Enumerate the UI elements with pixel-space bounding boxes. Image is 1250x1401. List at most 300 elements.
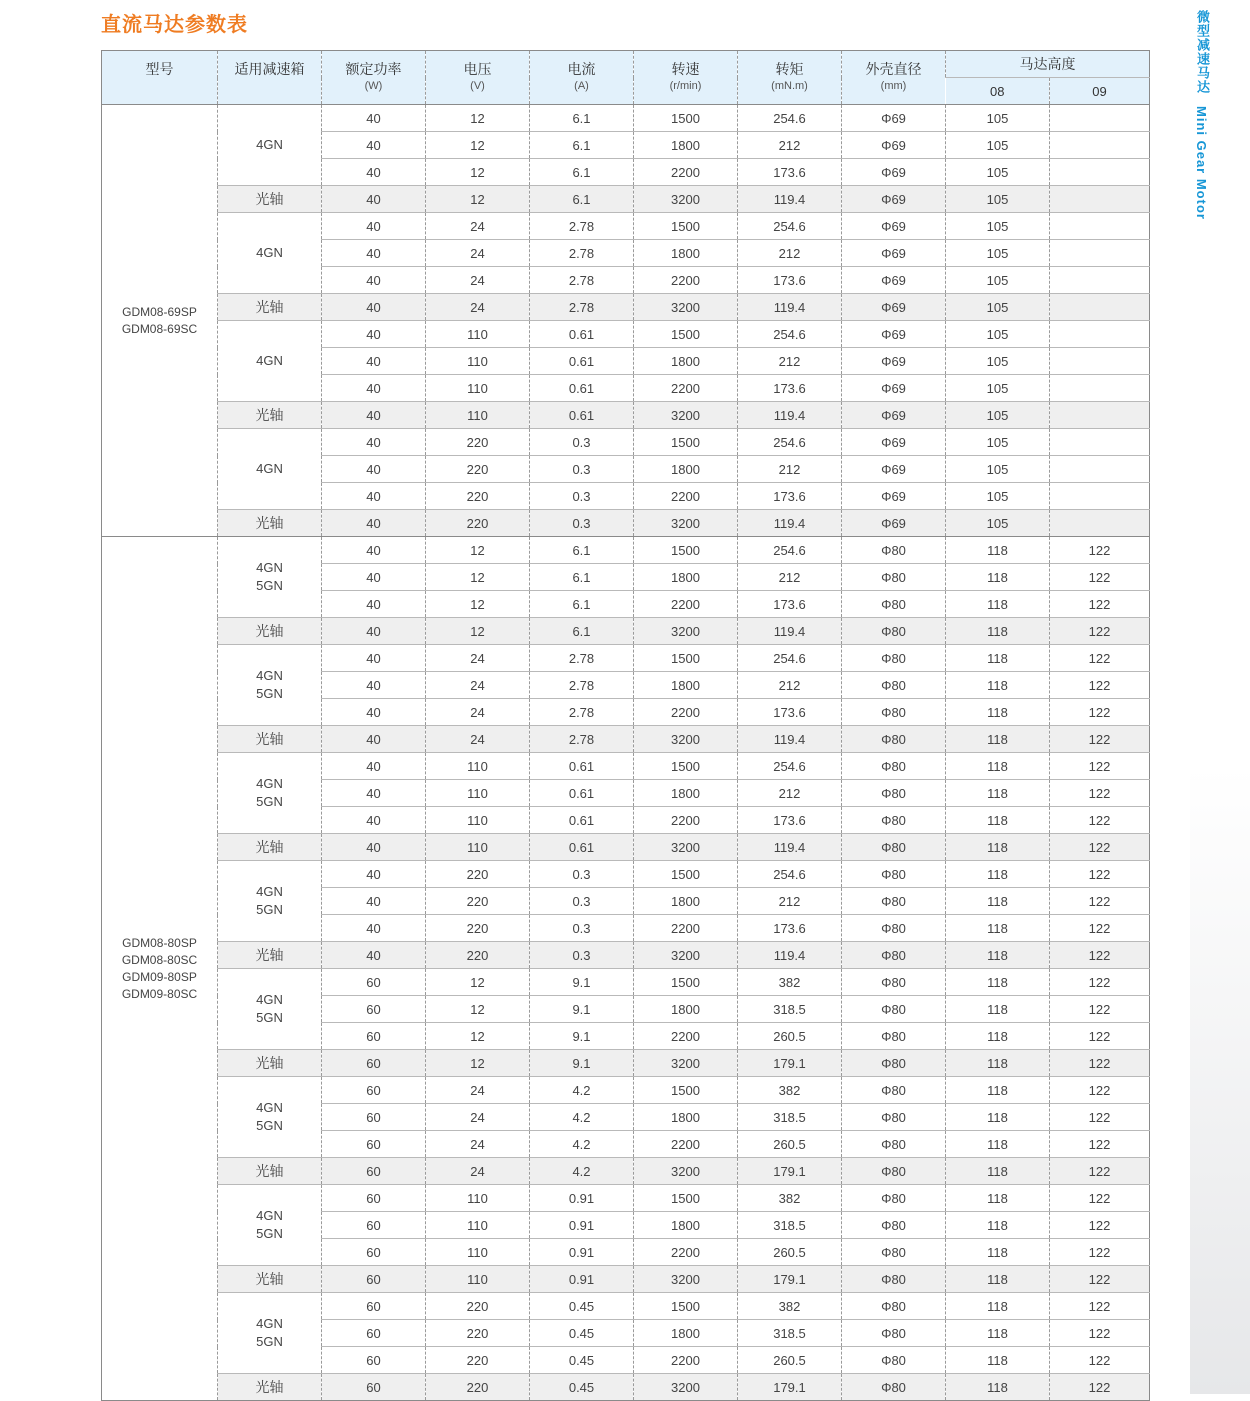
header-voltage: 电压 (V) bbox=[426, 51, 530, 105]
current-cell: 0.91 bbox=[530, 1212, 634, 1239]
voltage-cell: 110 bbox=[426, 321, 530, 348]
speed-cell: 1800 bbox=[634, 564, 738, 591]
voltage-cell: 110 bbox=[426, 834, 530, 861]
height-09-cell bbox=[1050, 321, 1150, 348]
voltage-cell: 12 bbox=[426, 591, 530, 618]
side-label-en: Mini Gear Motor bbox=[1194, 105, 1209, 220]
speed-cell: 1500 bbox=[634, 861, 738, 888]
diameter-cell: Φ80 bbox=[842, 1374, 946, 1401]
height-08-cell: 118 bbox=[946, 888, 1050, 915]
current-cell: 2.78 bbox=[530, 672, 634, 699]
power-cell: 60 bbox=[322, 1023, 426, 1050]
height-09-cell: 122 bbox=[1050, 861, 1150, 888]
speed-cell: 3200 bbox=[634, 510, 738, 537]
power-cell: 60 bbox=[322, 969, 426, 996]
height-09-cell: 122 bbox=[1050, 1347, 1150, 1374]
speed-cell: 3200 bbox=[634, 402, 738, 429]
power-cell: 60 bbox=[322, 1131, 426, 1158]
header-torque: 转矩 (mN.m) bbox=[738, 51, 842, 105]
power-cell: 40 bbox=[322, 834, 426, 861]
height-08-cell: 105 bbox=[946, 483, 1050, 510]
height-08-cell: 118 bbox=[946, 1077, 1050, 1104]
torque-cell: 254.6 bbox=[738, 321, 842, 348]
gearbox-cell bbox=[218, 105, 322, 186]
gearbox-shaft-cell: 光轴 bbox=[218, 1050, 322, 1077]
diameter-cell: Φ69 bbox=[842, 429, 946, 456]
speed-cell: 1500 bbox=[634, 105, 738, 132]
torque-cell: 173.6 bbox=[738, 159, 842, 186]
height-08-cell: 118 bbox=[946, 996, 1050, 1023]
table-row-shaft bbox=[102, 294, 1150, 321]
gearbox-name: 4GN bbox=[256, 461, 283, 476]
current-cell: 0.61 bbox=[530, 375, 634, 402]
power-cell: 40 bbox=[322, 159, 426, 186]
height-08-cell: 118 bbox=[946, 834, 1050, 861]
torque-cell: 318.5 bbox=[738, 1320, 842, 1347]
voltage-cell: 110 bbox=[426, 402, 530, 429]
power-cell: 40 bbox=[322, 861, 426, 888]
diameter-cell: Φ69 bbox=[842, 294, 946, 321]
torque-cell: 254.6 bbox=[738, 213, 842, 240]
voltage-cell: 24 bbox=[426, 645, 530, 672]
voltage-cell: 110 bbox=[426, 1266, 530, 1293]
height-09-cell bbox=[1050, 402, 1150, 429]
height-08-cell: 118 bbox=[946, 861, 1050, 888]
height-09-cell: 122 bbox=[1050, 1131, 1150, 1158]
header-current: 电流 (A) bbox=[530, 51, 634, 105]
power-cell: 60 bbox=[322, 1104, 426, 1131]
height-08-cell: 118 bbox=[946, 1374, 1050, 1401]
current-cell: 0.61 bbox=[530, 807, 634, 834]
speed-cell: 2200 bbox=[634, 159, 738, 186]
current-cell: 0.45 bbox=[530, 1320, 634, 1347]
current-cell: 6.1 bbox=[530, 591, 634, 618]
diameter-cell: Φ80 bbox=[842, 861, 946, 888]
power-cell: 40 bbox=[322, 645, 426, 672]
height-09-cell bbox=[1050, 132, 1150, 159]
diameter-cell: Φ80 bbox=[842, 1320, 946, 1347]
spec-body bbox=[102, 105, 1150, 1401]
height-08-cell: 118 bbox=[946, 780, 1050, 807]
power-cell: 40 bbox=[322, 213, 426, 240]
diameter-cell: Φ80 bbox=[842, 807, 946, 834]
model-name: GDM08-80SP bbox=[122, 935, 197, 950]
gearbox-cell bbox=[218, 1293, 322, 1374]
diameter-cell: Φ80 bbox=[842, 591, 946, 618]
voltage-cell: 24 bbox=[426, 726, 530, 753]
height-09-cell bbox=[1050, 294, 1150, 321]
diameter-cell: Φ69 bbox=[842, 456, 946, 483]
voltage-cell: 110 bbox=[426, 753, 530, 780]
speed-cell: 2200 bbox=[634, 591, 738, 618]
height-09-cell: 122 bbox=[1050, 699, 1150, 726]
height-09-cell bbox=[1050, 456, 1150, 483]
diameter-cell: Φ69 bbox=[842, 213, 946, 240]
power-cell: 60 bbox=[322, 1158, 426, 1185]
torque-cell: 260.5 bbox=[738, 1023, 842, 1050]
speed-cell: 1500 bbox=[634, 645, 738, 672]
table-row-shaft bbox=[102, 1266, 1150, 1293]
gearbox-shaft-cell: 光轴 bbox=[218, 942, 322, 969]
height-09-cell: 122 bbox=[1050, 915, 1150, 942]
current-cell: 0.3 bbox=[530, 429, 634, 456]
height-08-cell: 105 bbox=[946, 159, 1050, 186]
diameter-cell: Φ69 bbox=[842, 132, 946, 159]
diameter-cell: Φ80 bbox=[842, 537, 946, 564]
torque-cell: 254.6 bbox=[738, 861, 842, 888]
torque-cell: 212 bbox=[738, 780, 842, 807]
height-08-cell: 118 bbox=[946, 1050, 1050, 1077]
height-09-cell bbox=[1050, 240, 1150, 267]
voltage-cell: 12 bbox=[426, 564, 530, 591]
voltage-cell: 12 bbox=[426, 1050, 530, 1077]
speed-cell: 1500 bbox=[634, 213, 738, 240]
voltage-cell: 220 bbox=[426, 888, 530, 915]
gearbox-shaft-cell: 光轴 bbox=[218, 1374, 322, 1401]
table-row-shaft bbox=[102, 1050, 1150, 1077]
torque-cell: 119.4 bbox=[738, 834, 842, 861]
height-09-cell bbox=[1050, 375, 1150, 402]
height-08-cell: 118 bbox=[946, 1023, 1050, 1050]
table-row-shaft bbox=[102, 1374, 1150, 1401]
torque-cell: 119.4 bbox=[738, 618, 842, 645]
height-09-cell: 122 bbox=[1050, 1185, 1150, 1212]
torque-cell: 179.1 bbox=[738, 1050, 842, 1077]
gearbox-name: 4GN bbox=[256, 137, 283, 152]
torque-cell: 382 bbox=[738, 1293, 842, 1320]
current-cell: 2.78 bbox=[530, 267, 634, 294]
height-09-cell: 122 bbox=[1050, 1374, 1150, 1401]
power-cell: 60 bbox=[322, 1347, 426, 1374]
power-cell: 40 bbox=[322, 132, 426, 159]
current-cell: 0.45 bbox=[530, 1374, 634, 1401]
power-cell: 60 bbox=[322, 1293, 426, 1320]
torque-cell: 119.4 bbox=[738, 510, 842, 537]
voltage-cell: 12 bbox=[426, 105, 530, 132]
voltage-cell: 24 bbox=[426, 267, 530, 294]
torque-cell: 173.6 bbox=[738, 699, 842, 726]
diameter-cell: Φ69 bbox=[842, 186, 946, 213]
speed-cell: 1500 bbox=[634, 969, 738, 996]
height-09-cell: 122 bbox=[1050, 969, 1150, 996]
torque-cell: 212 bbox=[738, 240, 842, 267]
power-cell: 40 bbox=[322, 537, 426, 564]
voltage-cell: 24 bbox=[426, 672, 530, 699]
torque-cell: 212 bbox=[738, 564, 842, 591]
power-cell: 60 bbox=[322, 1077, 426, 1104]
diameter-cell: Φ80 bbox=[842, 1185, 946, 1212]
torque-cell: 173.6 bbox=[738, 591, 842, 618]
diameter-cell: Φ80 bbox=[842, 645, 946, 672]
gearbox-cell bbox=[218, 213, 322, 294]
height-09-cell: 122 bbox=[1050, 726, 1150, 753]
voltage-cell: 12 bbox=[426, 618, 530, 645]
speed-cell: 3200 bbox=[634, 726, 738, 753]
voltage-cell: 110 bbox=[426, 780, 530, 807]
voltage-cell: 220 bbox=[426, 861, 530, 888]
height-08-cell: 118 bbox=[946, 1266, 1050, 1293]
gearbox-cell bbox=[218, 969, 322, 1050]
table-row bbox=[102, 537, 1150, 564]
speed-cell: 1500 bbox=[634, 1293, 738, 1320]
height-08-cell: 105 bbox=[946, 321, 1050, 348]
height-09-cell: 122 bbox=[1050, 942, 1150, 969]
header-height-08: 08 bbox=[946, 78, 1050, 105]
height-09-cell: 122 bbox=[1050, 1239, 1150, 1266]
speed-cell: 2200 bbox=[634, 375, 738, 402]
diameter-cell: Φ80 bbox=[842, 834, 946, 861]
current-cell: 2.78 bbox=[530, 294, 634, 321]
voltage-cell: 24 bbox=[426, 240, 530, 267]
height-08-cell: 118 bbox=[946, 1158, 1050, 1185]
height-08-cell: 118 bbox=[946, 915, 1050, 942]
height-09-cell: 122 bbox=[1050, 888, 1150, 915]
torque-cell: 382 bbox=[738, 1185, 842, 1212]
torque-cell: 382 bbox=[738, 1077, 842, 1104]
height-08-cell: 118 bbox=[946, 1347, 1050, 1374]
table-row-shaft bbox=[102, 186, 1150, 213]
voltage-cell: 12 bbox=[426, 996, 530, 1023]
current-cell: 0.61 bbox=[530, 753, 634, 780]
height-08-cell: 118 bbox=[946, 1131, 1050, 1158]
speed-cell: 3200 bbox=[634, 1374, 738, 1401]
gearbox-name: 5GN bbox=[256, 1226, 283, 1241]
current-cell: 0.61 bbox=[530, 834, 634, 861]
table-row-shaft bbox=[102, 942, 1150, 969]
height-09-cell: 122 bbox=[1050, 1212, 1150, 1239]
height-09-cell: 122 bbox=[1050, 645, 1150, 672]
power-cell: 40 bbox=[322, 888, 426, 915]
power-cell: 40 bbox=[322, 591, 426, 618]
diameter-cell: Φ80 bbox=[842, 1212, 946, 1239]
speed-cell: 1800 bbox=[634, 456, 738, 483]
height-08-cell: 118 bbox=[946, 699, 1050, 726]
diameter-cell: Φ69 bbox=[842, 105, 946, 132]
speed-cell: 2200 bbox=[634, 1023, 738, 1050]
height-09-cell: 122 bbox=[1050, 1293, 1150, 1320]
height-09-cell: 122 bbox=[1050, 1077, 1150, 1104]
table-row-shaft bbox=[102, 510, 1150, 537]
height-08-cell: 118 bbox=[946, 726, 1050, 753]
speed-cell: 1800 bbox=[634, 348, 738, 375]
speed-cell: 2200 bbox=[634, 807, 738, 834]
torque-cell: 173.6 bbox=[738, 483, 842, 510]
height-08-cell: 118 bbox=[946, 1320, 1050, 1347]
gearbox-cell bbox=[218, 753, 322, 834]
speed-cell: 3200 bbox=[634, 186, 738, 213]
side-label-zh: 微型减速马达 bbox=[1194, 10, 1209, 94]
torque-cell: 179.1 bbox=[738, 1266, 842, 1293]
height-09-cell: 122 bbox=[1050, 1266, 1150, 1293]
table-row-shaft bbox=[102, 834, 1150, 861]
voltage-cell: 12 bbox=[426, 1023, 530, 1050]
power-cell: 40 bbox=[322, 915, 426, 942]
gearbox-cell bbox=[218, 1185, 322, 1266]
header-gearbox: 适用减速箱 bbox=[218, 51, 322, 105]
power-cell: 40 bbox=[322, 186, 426, 213]
power-cell: 40 bbox=[322, 267, 426, 294]
speed-cell: 2200 bbox=[634, 1131, 738, 1158]
voltage-cell: 24 bbox=[426, 1158, 530, 1185]
height-08-cell: 105 bbox=[946, 429, 1050, 456]
voltage-cell: 220 bbox=[426, 942, 530, 969]
height-08-cell: 105 bbox=[946, 375, 1050, 402]
table-row bbox=[102, 753, 1150, 780]
gearbox-name: 4GN bbox=[256, 668, 283, 683]
torque-cell: 254.6 bbox=[738, 105, 842, 132]
gearbox-name: 4GN bbox=[256, 776, 283, 791]
voltage-cell: 12 bbox=[426, 159, 530, 186]
current-cell: 0.3 bbox=[530, 483, 634, 510]
power-cell: 40 bbox=[322, 807, 426, 834]
voltage-cell: 220 bbox=[426, 1320, 530, 1347]
speed-cell: 2200 bbox=[634, 1239, 738, 1266]
current-cell: 0.3 bbox=[530, 510, 634, 537]
table-row bbox=[102, 1293, 1150, 1320]
current-cell: 0.61 bbox=[530, 402, 634, 429]
speed-cell: 2200 bbox=[634, 267, 738, 294]
voltage-cell: 220 bbox=[426, 1293, 530, 1320]
current-cell: 6.1 bbox=[530, 537, 634, 564]
height-09-cell: 122 bbox=[1050, 1104, 1150, 1131]
height-09-cell: 122 bbox=[1050, 564, 1150, 591]
height-08-cell: 118 bbox=[946, 591, 1050, 618]
speed-cell: 3200 bbox=[634, 1266, 738, 1293]
gearbox-shaft-cell: 光轴 bbox=[218, 726, 322, 753]
current-cell: 6.1 bbox=[530, 105, 634, 132]
diameter-cell: Φ69 bbox=[842, 483, 946, 510]
voltage-cell: 110 bbox=[426, 1239, 530, 1266]
height-08-cell: 118 bbox=[946, 537, 1050, 564]
power-cell: 40 bbox=[322, 699, 426, 726]
height-09-cell bbox=[1050, 105, 1150, 132]
power-cell: 40 bbox=[322, 348, 426, 375]
model-name: GDM08-69SP bbox=[122, 304, 197, 319]
table-row bbox=[102, 105, 1150, 132]
diameter-cell: Φ80 bbox=[842, 996, 946, 1023]
speed-cell: 3200 bbox=[634, 294, 738, 321]
diameter-cell: Φ80 bbox=[842, 1158, 946, 1185]
height-08-cell: 118 bbox=[946, 1212, 1050, 1239]
current-cell: 0.3 bbox=[530, 915, 634, 942]
table-row-shaft bbox=[102, 1158, 1150, 1185]
current-cell: 0.91 bbox=[530, 1266, 634, 1293]
torque-cell: 260.5 bbox=[738, 1131, 842, 1158]
torque-cell: 173.6 bbox=[738, 375, 842, 402]
current-cell: 4.2 bbox=[530, 1077, 634, 1104]
diameter-cell: Φ69 bbox=[842, 375, 946, 402]
height-09-cell: 122 bbox=[1050, 1023, 1150, 1050]
table-row-shaft bbox=[102, 726, 1150, 753]
diameter-cell: Φ80 bbox=[842, 1266, 946, 1293]
diameter-cell: Φ80 bbox=[842, 942, 946, 969]
voltage-cell: 24 bbox=[426, 294, 530, 321]
torque-cell: 260.5 bbox=[738, 1239, 842, 1266]
power-cell: 40 bbox=[322, 510, 426, 537]
page-title: 直流马达参数表 bbox=[101, 12, 248, 36]
gearbox-shaft-cell: 光轴 bbox=[218, 1158, 322, 1185]
power-cell: 60 bbox=[322, 1239, 426, 1266]
speed-cell: 2200 bbox=[634, 915, 738, 942]
power-cell: 40 bbox=[322, 375, 426, 402]
gearbox-shaft-cell: 光轴 bbox=[218, 1266, 322, 1293]
torque-cell: 212 bbox=[738, 132, 842, 159]
diameter-cell: Φ69 bbox=[842, 510, 946, 537]
height-09-cell bbox=[1050, 348, 1150, 375]
power-cell: 40 bbox=[322, 942, 426, 969]
height-09-cell: 122 bbox=[1050, 807, 1150, 834]
height-09-cell: 122 bbox=[1050, 780, 1150, 807]
voltage-cell: 12 bbox=[426, 969, 530, 996]
model-cell bbox=[102, 537, 218, 1401]
voltage-cell: 12 bbox=[426, 537, 530, 564]
torque-cell: 179.1 bbox=[738, 1374, 842, 1401]
gearbox-name: 5GN bbox=[256, 1010, 283, 1025]
current-cell: 4.2 bbox=[530, 1131, 634, 1158]
torque-cell: 119.4 bbox=[738, 726, 842, 753]
header-speed: 转速 (r/min) bbox=[634, 51, 738, 105]
speed-cell: 1500 bbox=[634, 321, 738, 348]
speed-cell: 3200 bbox=[634, 1050, 738, 1077]
height-08-cell: 118 bbox=[946, 1293, 1050, 1320]
model-name: GDM08-69SC bbox=[121, 321, 198, 336]
voltage-cell: 110 bbox=[426, 1185, 530, 1212]
power-cell: 60 bbox=[322, 1266, 426, 1293]
current-cell: 0.61 bbox=[530, 348, 634, 375]
gearbox-name: 4GN bbox=[256, 884, 283, 899]
header-diameter: 外壳直径 (mm) bbox=[842, 51, 946, 105]
gearbox-name: 5GN bbox=[256, 794, 283, 809]
model-name: GDM08-80SC bbox=[121, 952, 198, 967]
height-08-cell: 105 bbox=[946, 105, 1050, 132]
voltage-cell: 24 bbox=[426, 699, 530, 726]
current-cell: 2.78 bbox=[530, 699, 634, 726]
torque-cell: 119.4 bbox=[738, 186, 842, 213]
power-cell: 60 bbox=[322, 1320, 426, 1347]
gearbox-name: 4GN bbox=[256, 245, 283, 260]
current-cell: 9.1 bbox=[530, 969, 634, 996]
gearbox-name: 4GN bbox=[256, 353, 283, 368]
power-cell: 40 bbox=[322, 564, 426, 591]
torque-cell: 173.6 bbox=[738, 267, 842, 294]
gearbox-shaft-cell: 光轴 bbox=[218, 294, 322, 321]
power-cell: 40 bbox=[322, 618, 426, 645]
speed-cell: 3200 bbox=[634, 618, 738, 645]
height-09-cell bbox=[1050, 186, 1150, 213]
current-cell: 0.3 bbox=[530, 942, 634, 969]
gearbox-name: 5GN bbox=[256, 1334, 283, 1349]
power-cell: 40 bbox=[322, 672, 426, 699]
height-08-cell: 118 bbox=[946, 969, 1050, 996]
torque-cell: 254.6 bbox=[738, 429, 842, 456]
height-09-cell: 122 bbox=[1050, 618, 1150, 645]
power-cell: 60 bbox=[322, 996, 426, 1023]
gearbox-cell bbox=[218, 537, 322, 618]
speed-cell: 1800 bbox=[634, 996, 738, 1023]
header-power: 额定功率 (W) bbox=[322, 51, 426, 105]
power-cell: 40 bbox=[322, 726, 426, 753]
height-08-cell: 118 bbox=[946, 807, 1050, 834]
gearbox-name: 4GN bbox=[256, 1208, 283, 1223]
current-cell: 0.45 bbox=[530, 1293, 634, 1320]
current-cell: 0.3 bbox=[530, 861, 634, 888]
height-08-cell: 105 bbox=[946, 402, 1050, 429]
height-08-cell: 105 bbox=[946, 456, 1050, 483]
gearbox-name: 5GN bbox=[256, 578, 283, 593]
voltage-cell: 24 bbox=[426, 1104, 530, 1131]
speed-cell: 1500 bbox=[634, 753, 738, 780]
table-row-shaft bbox=[102, 618, 1150, 645]
